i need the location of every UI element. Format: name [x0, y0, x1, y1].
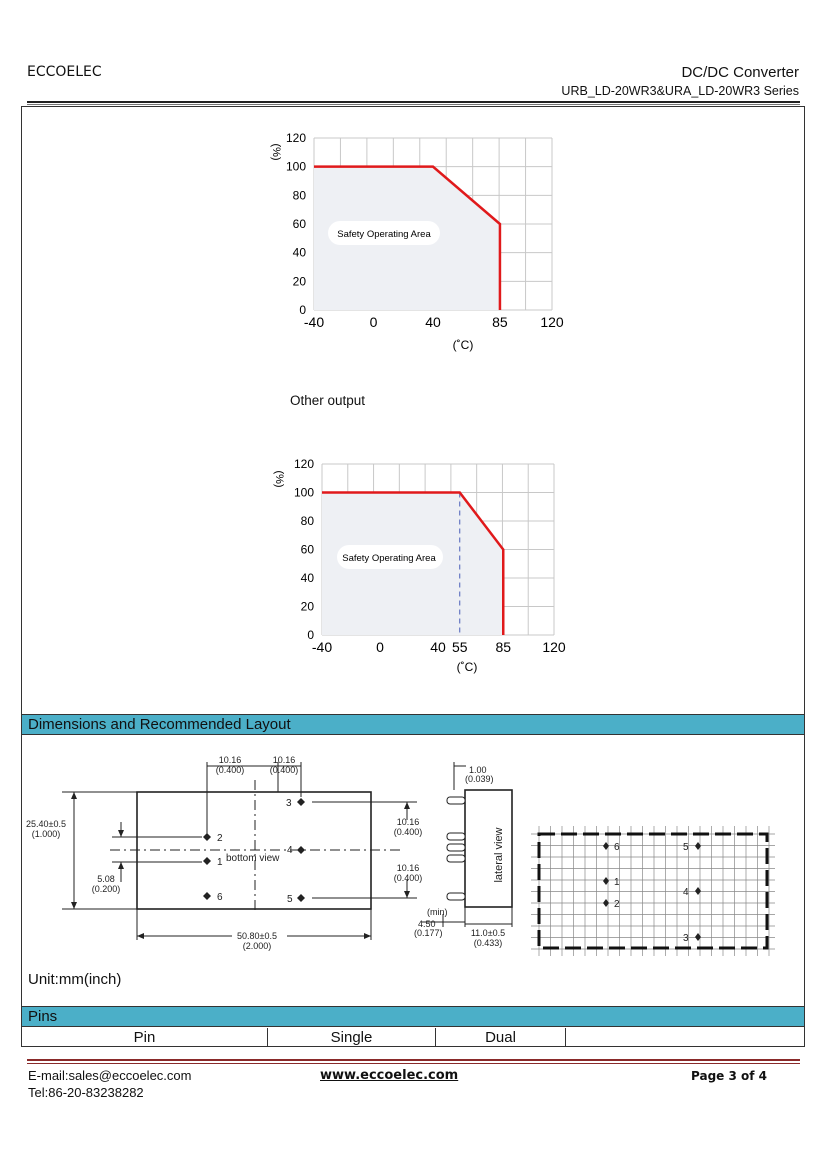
c1-x-tick-label: 120	[540, 314, 564, 330]
c1-y-tick-label: 40	[292, 245, 306, 260]
svg-text:10.16: 10.16	[396, 863, 420, 873]
dimensions-section-bar: Dimensions and Recommended Layout	[22, 714, 804, 735]
footer-phone: Tel:86-20-83238282	[28, 1085, 144, 1100]
svg-text:11.0±0.5: 11.0±0.5	[470, 928, 506, 938]
unit-label: Unit:mm(inch)	[28, 971, 122, 988]
svg-text:10.16: 10.16	[396, 817, 420, 827]
svg-text:4.50: 4.50	[418, 919, 436, 929]
svg-text:(1.000): (1.000)	[31, 829, 61, 839]
layout-pin-1-label: 1	[614, 877, 620, 888]
svg-text:10.16: 10.16	[218, 755, 242, 765]
chart-1-y-ticks	[286, 131, 306, 317]
chart-1-y-unit: (%)	[270, 143, 282, 161]
svg-text:(0.433): (0.433)	[473, 938, 503, 948]
bottom-view-label: bottom view	[226, 853, 280, 864]
c2-y-tick-label: 80	[300, 514, 314, 528]
c2-y-tick-label: 60	[300, 542, 314, 557]
pin-1-label: 1	[217, 857, 223, 868]
c2-y-tick-label: 20	[300, 599, 314, 614]
chart-1-x-unit: (˚C)	[452, 338, 474, 352]
c2-x-tick-label: 120	[542, 639, 566, 655]
layout-pin-3-label: 3	[683, 933, 689, 944]
derating-chart-2	[260, 455, 580, 685]
c2-x-tick-label: 0	[376, 639, 384, 655]
c1-y-tick-label: 80	[292, 188, 306, 203]
svg-text:(2.000): (2.000)	[242, 941, 272, 951]
chart-2-area-label: Safety Operating Area	[342, 553, 436, 564]
chart-2-y-unit: (%)	[273, 470, 285, 488]
svg-text:(0.400): (0.400)	[269, 765, 299, 775]
c1-y-tick-label: 0	[299, 303, 306, 317]
footer-website-link[interactable]: www.eccoelec.com	[320, 1068, 459, 1083]
brand-name: ECCOELEC	[27, 64, 102, 80]
recommended-layout-grid	[531, 826, 775, 956]
lateral-view-label: lateral view	[493, 827, 505, 883]
svg-text:(0.177): (0.177)	[414, 928, 443, 938]
product-series: URB_LD-20WR3&URA_LD-20WR3 Series	[561, 84, 799, 98]
pins-section-bar: Pins	[22, 1006, 804, 1027]
pin-5-label: 5	[287, 894, 293, 905]
svg-text:5.08: 5.08	[97, 874, 115, 884]
c2-x-tick-label: 55	[451, 639, 468, 655]
pins-col-pin: Pin	[22, 1028, 268, 1047]
footer-email[interactable]: E-mail:sales@eccoelec.com	[28, 1068, 192, 1083]
document-type: DC/DC Converter	[681, 64, 799, 81]
header-rule-thin	[27, 104, 800, 105]
c1-x-tick-label: 0	[369, 314, 378, 330]
svg-text:50.80±0.5: 50.80±0.5	[237, 931, 277, 941]
derating-chart-1	[255, 128, 575, 358]
footer-rule	[27, 1059, 800, 1061]
layout-pin-6-label: 6	[614, 842, 620, 853]
svg-text:(0.039): (0.039)	[465, 774, 494, 784]
pin-6-label: 6	[217, 892, 223, 903]
c2-y-tick-label: 0	[307, 628, 314, 642]
layout-pin-5-label: 5	[683, 842, 689, 853]
svg-text:1.00: 1.00	[469, 765, 487, 775]
header-rule	[27, 101, 800, 103]
footer-rule-thin	[27, 1063, 800, 1064]
chart-2-y-ticks	[294, 457, 314, 642]
dimension-drawing	[22, 742, 804, 967]
c1-y-tick-label: 20	[292, 274, 306, 289]
c1-x-tick-label: -40	[303, 314, 325, 330]
c2-x-tick-label: -40	[311, 639, 333, 655]
pins-col-extra	[566, 1028, 804, 1047]
svg-text:(0.400): (0.400)	[393, 827, 423, 837]
pin-3-label: 3	[286, 798, 292, 809]
c2-x-tick-label: 40	[430, 639, 446, 655]
svg-text:(0.200): (0.200)	[91, 884, 121, 894]
svg-text:(0.400): (0.400)	[215, 765, 245, 775]
other-output-label: Other output	[290, 393, 366, 408]
pins-col-single: Single	[268, 1028, 436, 1047]
svg-text:(min): (min)	[427, 907, 448, 917]
svg-text:25.40±0.5: 25.40±0.5	[26, 819, 66, 829]
layout-pin-4-label: 4	[683, 887, 689, 898]
chart-2-x-ticks	[312, 639, 566, 655]
svg-text:10.16: 10.16	[272, 755, 296, 765]
pins-col-dual: Dual	[436, 1028, 566, 1047]
chart-1-x-ticks	[304, 314, 564, 330]
c1-y-tick-label: 100	[285, 159, 306, 174]
page-number: Page 3 of 4	[691, 1069, 767, 1083]
pin-2-label: 2	[217, 833, 223, 844]
c2-y-tick-label: 40	[300, 571, 314, 585]
chart-1-area-label: Safety Operating Area	[337, 229, 431, 240]
layout-pin-2-label: 2	[614, 899, 620, 910]
c1-x-tick-label: 40	[425, 314, 441, 330]
c2-y-tick-label: 120	[293, 457, 314, 471]
svg-text:(0.400): (0.400)	[393, 873, 423, 883]
c1-y-tick-label: 120	[285, 131, 306, 145]
pin-4-label: 4	[287, 845, 293, 856]
c1-x-tick-label: 85	[492, 314, 508, 330]
chart-2-x-unit: (˚C)	[456, 660, 478, 674]
c2-x-tick-label: 85	[495, 639, 512, 655]
c2-y-tick-label: 100	[293, 485, 314, 500]
c1-y-tick-label: 60	[292, 217, 306, 231]
